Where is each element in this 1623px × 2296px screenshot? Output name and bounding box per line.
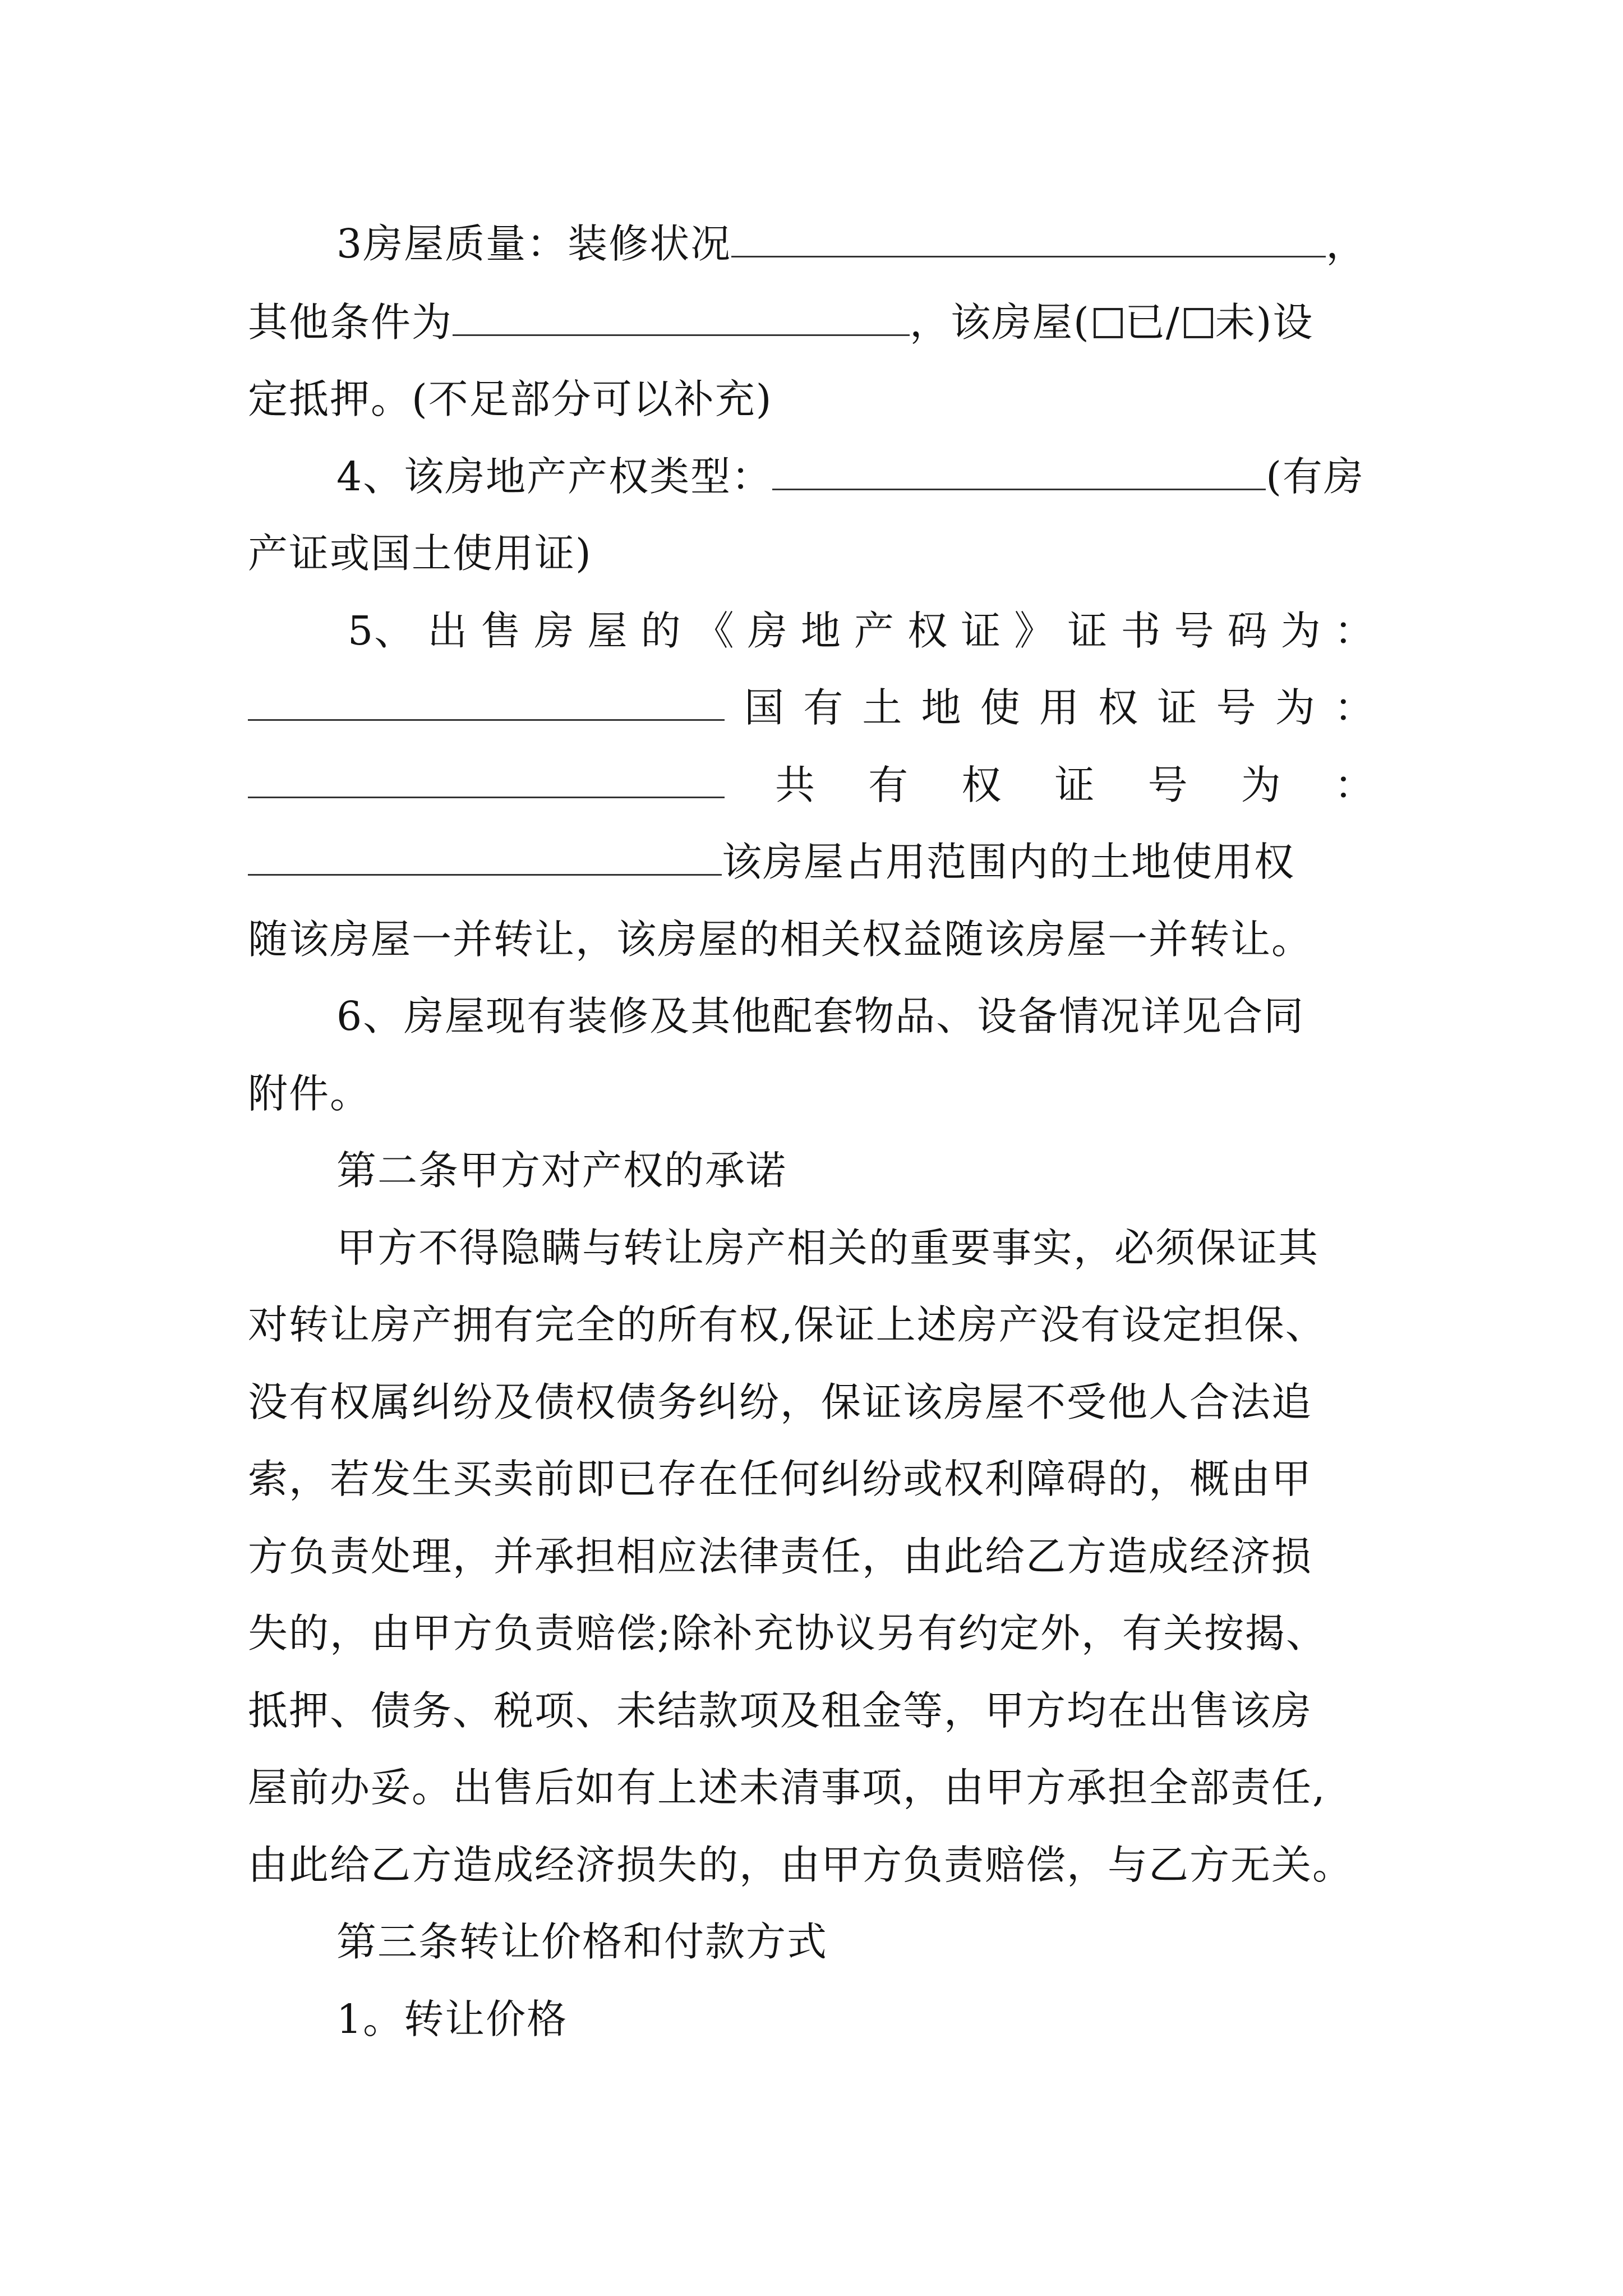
co-ownership-cert-blank[interactable]: [248, 839, 722, 876]
char: 证: [961, 608, 1002, 654]
char: 售: [481, 608, 522, 654]
land-use-cert-blank[interactable]: [248, 762, 725, 798]
char: 《: [694, 608, 735, 654]
item-4-line-2: 产证或国土使用证): [248, 530, 592, 577]
char: 产: [854, 608, 896, 654]
mortgaged-no-checkbox[interactable]: [1184, 308, 1213, 338]
item-3-line-2: [248, 295, 1375, 351]
item-3-line-3: 定抵押。(不足部分可以补充): [248, 376, 773, 422]
article-3-item-1: 1。转让价格: [336, 1996, 568, 2042]
char: 权: [1098, 684, 1140, 731]
item-5-line-3: [248, 757, 1375, 813]
char: 证: [1157, 684, 1198, 731]
item-3-quality-label: 3房屋质量：装修状况: [336, 220, 732, 267]
item-5-line-5: 随该房屋一并转让，该房屋的相关权益随该房屋一并转让。: [248, 916, 1313, 963]
item-6-line-1: 6、房屋现有装修及其他配套物品、设备情况详见合同: [336, 993, 1305, 1039]
article-2-line-3: 没有权属纠纷及债权债务纠纷，保证该房屋不受他人合法追: [248, 1379, 1313, 1425]
char: 有: [868, 762, 910, 808]
char: 证: [1067, 608, 1109, 654]
char: 权: [961, 762, 1003, 808]
char: 为: [1275, 684, 1316, 731]
char: 使: [980, 684, 1021, 731]
char: 证: [1054, 762, 1096, 808]
decoration-status-blank[interactable]: [731, 221, 1326, 257]
comma: ，: [1326, 220, 1367, 267]
char: ：: [1334, 608, 1375, 654]
char: 5、: [348, 608, 416, 654]
char: 》: [1014, 608, 1055, 654]
char: 权: [907, 608, 949, 654]
char: 地: [921, 684, 962, 731]
char: 屋: [587, 608, 629, 654]
char: 地: [800, 608, 842, 654]
item-4-line-1: [336, 449, 1375, 505]
article-2-line-4: 索，若发生买卖前即已存在任何纠纷或权利障碍的，概由甲: [248, 1456, 1313, 1502]
char: 为: [1280, 608, 1322, 654]
property-type-label: 4、该房地产产权类型：: [336, 453, 773, 500]
article-2-line-6: 失的，由甲方负责赔偿;除补充协议另有约定外，有关按揭、: [248, 1610, 1327, 1657]
property-type-note: (有房: [1266, 453, 1364, 500]
mortgaged-yes-label: 已/: [1124, 299, 1181, 346]
char: 号: [1216, 684, 1257, 731]
char: 码: [1227, 608, 1269, 654]
article-2-line-7: 抵押、债务、税项、未结款项及租金等，甲方均在出售该房: [248, 1687, 1313, 1734]
char: 的: [640, 608, 682, 654]
item-3-line-1: [336, 216, 1375, 272]
article-2-line-2: 对转让房产拥有完全的所有权,保证上述房产没有设定担保、: [248, 1301, 1326, 1348]
certificate-number-blank[interactable]: [248, 684, 725, 721]
char: 房: [747, 608, 789, 654]
char: 号: [1174, 608, 1215, 654]
char: 共: [775, 762, 817, 808]
mortgage-text: ，该房屋(: [910, 299, 1090, 346]
char: 有: [803, 684, 845, 731]
land-transfer-text: 该房屋占用范围内的土地使用权: [722, 839, 1295, 885]
mortgaged-no-label: 未)设: [1215, 299, 1314, 346]
char: 出: [427, 608, 469, 654]
other-conditions-label: 其他条件为: [248, 299, 453, 346]
item-6-line-2: 附件。: [248, 1070, 371, 1117]
item-5-line-1: [348, 603, 1375, 659]
char: ：: [1334, 762, 1375, 808]
char: 房: [534, 608, 575, 654]
article-2-line-1: 甲方不得隐瞒与转让房产相关的重要事实，必须保证其: [336, 1225, 1320, 1271]
land-use-cert-label: [744, 680, 1375, 736]
article-2-heading: 第二条甲方对产权的承诺: [336, 1147, 787, 1194]
article-2-line-5: 方负责处理，并承担相应法律责任，由此给乙方造成经济损: [248, 1533, 1313, 1580]
char: 用: [1039, 684, 1080, 731]
other-conditions-blank[interactable]: [453, 300, 910, 336]
co-ownership-cert-label: [775, 757, 1375, 813]
property-type-blank[interactable]: [772, 454, 1266, 490]
mortgaged-yes-checkbox[interactable]: [1094, 308, 1123, 338]
item-5-line-4: [248, 834, 1375, 890]
char: ：: [1334, 684, 1375, 731]
item-5-line-2: [248, 680, 1375, 736]
char: 书: [1121, 608, 1162, 654]
article-3-heading: 第三条转让价格和付款方式: [336, 1918, 828, 1965]
article-2-line-8: 屋前办妥。出售后如有上述未清事项，由甲方承担全部责任,: [248, 1764, 1326, 1811]
article-2-line-9: 由此给乙方造成经济损失的，由甲方负责赔偿，与乙方无关。: [248, 1842, 1354, 1888]
char: 号: [1147, 762, 1189, 808]
char: 土: [862, 684, 903, 731]
char: 国: [744, 684, 786, 731]
char: 为: [1241, 762, 1282, 808]
